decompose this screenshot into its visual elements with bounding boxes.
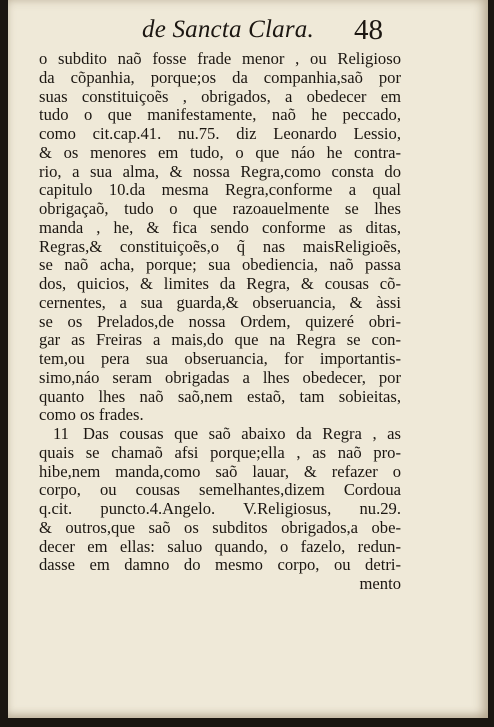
running-title: de Sancta Clara. [142, 16, 314, 43]
text-line-content: Das cousas que saõ abaixo da Regra , as [82, 424, 401, 443]
text-line: Regras,& constituiçoẽs,o q̃ nas maisReligioẽs, [39, 236, 401, 256]
text-line: tudo o que manifestamente, naõ he peccado, [39, 105, 401, 125]
page-number: 48 [354, 14, 383, 46]
text-line: gar as Freiras a mais,do que na Regra se con- [39, 330, 401, 350]
text-line: simo,náo seram obrigadas a lhes obedecer, por [39, 367, 401, 387]
text-line: se naõ acha, porque; sua obediencia, naõ passa [39, 255, 401, 275]
paragraph-1 [39, 50, 401, 425]
catchword: mento [359, 574, 401, 593]
text-line: quanto lhes naõ saõ,nem estaõ, tam sobieitas, [39, 386, 401, 406]
text-line: como os frades. [39, 405, 144, 425]
text-line: dos, quicios, & limites da Regra, & cousas cõ- [39, 274, 401, 293]
paragraph-number: 11 [53, 424, 69, 443]
text-line: o subdito naõ fosse frade menor , ou Religioso [39, 49, 401, 68]
text-line: corpo, ou cousas semelhantes,dizem Cordoua [39, 480, 401, 500]
text-line: & os menores em tudo, o que náo he contra- [39, 142, 401, 162]
text-line: dasse em damno do mesmo corpo, ou detri- [39, 555, 401, 575]
text-line: hibe,nem manda,como saõ lauar, & refazer o [39, 461, 401, 481]
paragraph-2 [39, 425, 401, 575]
text-line: suas constituiçoẽs , obrigados, a obedecer em [39, 86, 401, 106]
page-header [8, 12, 488, 52]
text-line: q.cit. puncto.4.Angelo. V.Religiosus, nu.29. [39, 499, 401, 518]
text-line: como cit.cap.41. nu.75. diz Leonardo Lessio, [39, 124, 401, 143]
text-line: & outros,que saõ os subditos obrigados,a obe- [39, 517, 401, 537]
text-line: quais se chamaõ afsi porque;ella , as naõ pro- [39, 442, 401, 462]
text-line [39, 425, 401, 444]
text-line: se os Prelados,de nossa Ordem, quizeré obri- [39, 311, 401, 331]
text-line: cernentes, a sua guarda,& obseruancia, & àssi [39, 292, 401, 312]
text-line: da cõpanhia, porque;os da companhia,saõ por [39, 67, 401, 87]
text-line: decer em ellas: saluo quando, o fazelo, redun- [39, 536, 401, 556]
text-line: capitulo 10.da mesma Regra,conforme a qual [39, 180, 401, 200]
text-line: obrigaçaõ, tudo o que razoauelmente se lhes [39, 199, 401, 218]
body-text [39, 50, 401, 594]
book-page [8, 0, 488, 718]
text-line: rio, a sua alma, & nossa Regra,como consta do [39, 161, 401, 181]
text-line: manda , he, & fica sendo conforme as ditas, [39, 217, 401, 237]
text-line: tem,ou pera sua obseruancia, for importantis- [39, 349, 401, 368]
